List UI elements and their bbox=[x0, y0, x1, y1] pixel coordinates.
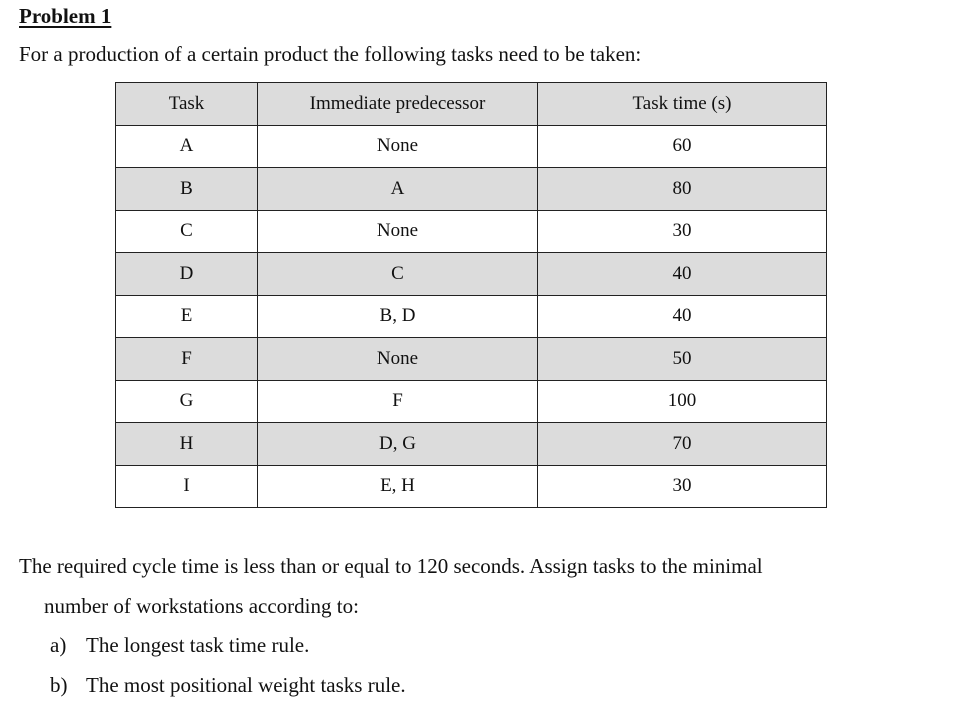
cell-task-time: 30 bbox=[538, 465, 827, 508]
cell-task: A bbox=[116, 125, 258, 168]
cell-predecessor: E, H bbox=[258, 465, 538, 508]
list-item-a bbox=[50, 633, 309, 658]
cell-task-time: 40 bbox=[538, 253, 827, 296]
cell-predecessor: C bbox=[258, 253, 538, 296]
table-row bbox=[116, 380, 827, 423]
cell-predecessor: None bbox=[258, 125, 538, 168]
cell-task-time: 80 bbox=[538, 168, 827, 211]
list-marker: a) bbox=[50, 633, 67, 657]
cell-task-time: 60 bbox=[538, 125, 827, 168]
table-row bbox=[116, 338, 827, 381]
table-row bbox=[116, 210, 827, 253]
list-item-text: The longest task time rule. bbox=[86, 633, 310, 657]
table-row bbox=[116, 168, 827, 211]
table-row bbox=[116, 295, 827, 338]
cell-task: E bbox=[116, 295, 258, 338]
table-header-row bbox=[116, 83, 827, 126]
cell-predecessor: F bbox=[258, 380, 538, 423]
header-task-time: Task time (s) bbox=[538, 83, 827, 126]
cell-task-time: 70 bbox=[538, 423, 827, 466]
header-predecessor: Immediate predecessor bbox=[258, 83, 538, 126]
instruction-line-2: number of workstations according to: bbox=[44, 594, 359, 618]
table-row bbox=[116, 125, 827, 168]
cell-task: D bbox=[116, 253, 258, 296]
cell-predecessor: A bbox=[258, 168, 538, 211]
cell-task: C bbox=[116, 210, 258, 253]
table-row bbox=[116, 253, 827, 296]
cell-task: B bbox=[116, 168, 258, 211]
list-marker: b) bbox=[50, 673, 68, 697]
cell-predecessor: None bbox=[258, 338, 538, 381]
problem-heading: Problem 1 bbox=[19, 4, 112, 28]
cell-predecessor: B, D bbox=[258, 295, 538, 338]
list-item-text: The most positional weight tasks rule. bbox=[86, 673, 406, 697]
header-task: Task bbox=[116, 83, 258, 126]
cell-task: G bbox=[116, 380, 258, 423]
cell-task: F bbox=[116, 338, 258, 381]
instruction-line-1: The required cycle time is less than or equal to 120 seconds. Assign tasks to the minimal bbox=[19, 554, 763, 578]
table-row bbox=[116, 465, 827, 508]
list-item-b bbox=[50, 673, 406, 698]
cell-predecessor: D, G bbox=[258, 423, 538, 466]
cell-task: H bbox=[116, 423, 258, 466]
cell-task-time: 50 bbox=[538, 338, 827, 381]
cell-task-time: 30 bbox=[538, 210, 827, 253]
task-table bbox=[115, 82, 827, 508]
table-row bbox=[116, 423, 827, 466]
cell-predecessor: None bbox=[258, 210, 538, 253]
cell-task: I bbox=[116, 465, 258, 508]
cell-task-time: 100 bbox=[538, 380, 827, 423]
cell-task-time: 40 bbox=[538, 295, 827, 338]
problem-intro: For a production of a certain product the following tasks need to be taken: bbox=[19, 42, 642, 66]
